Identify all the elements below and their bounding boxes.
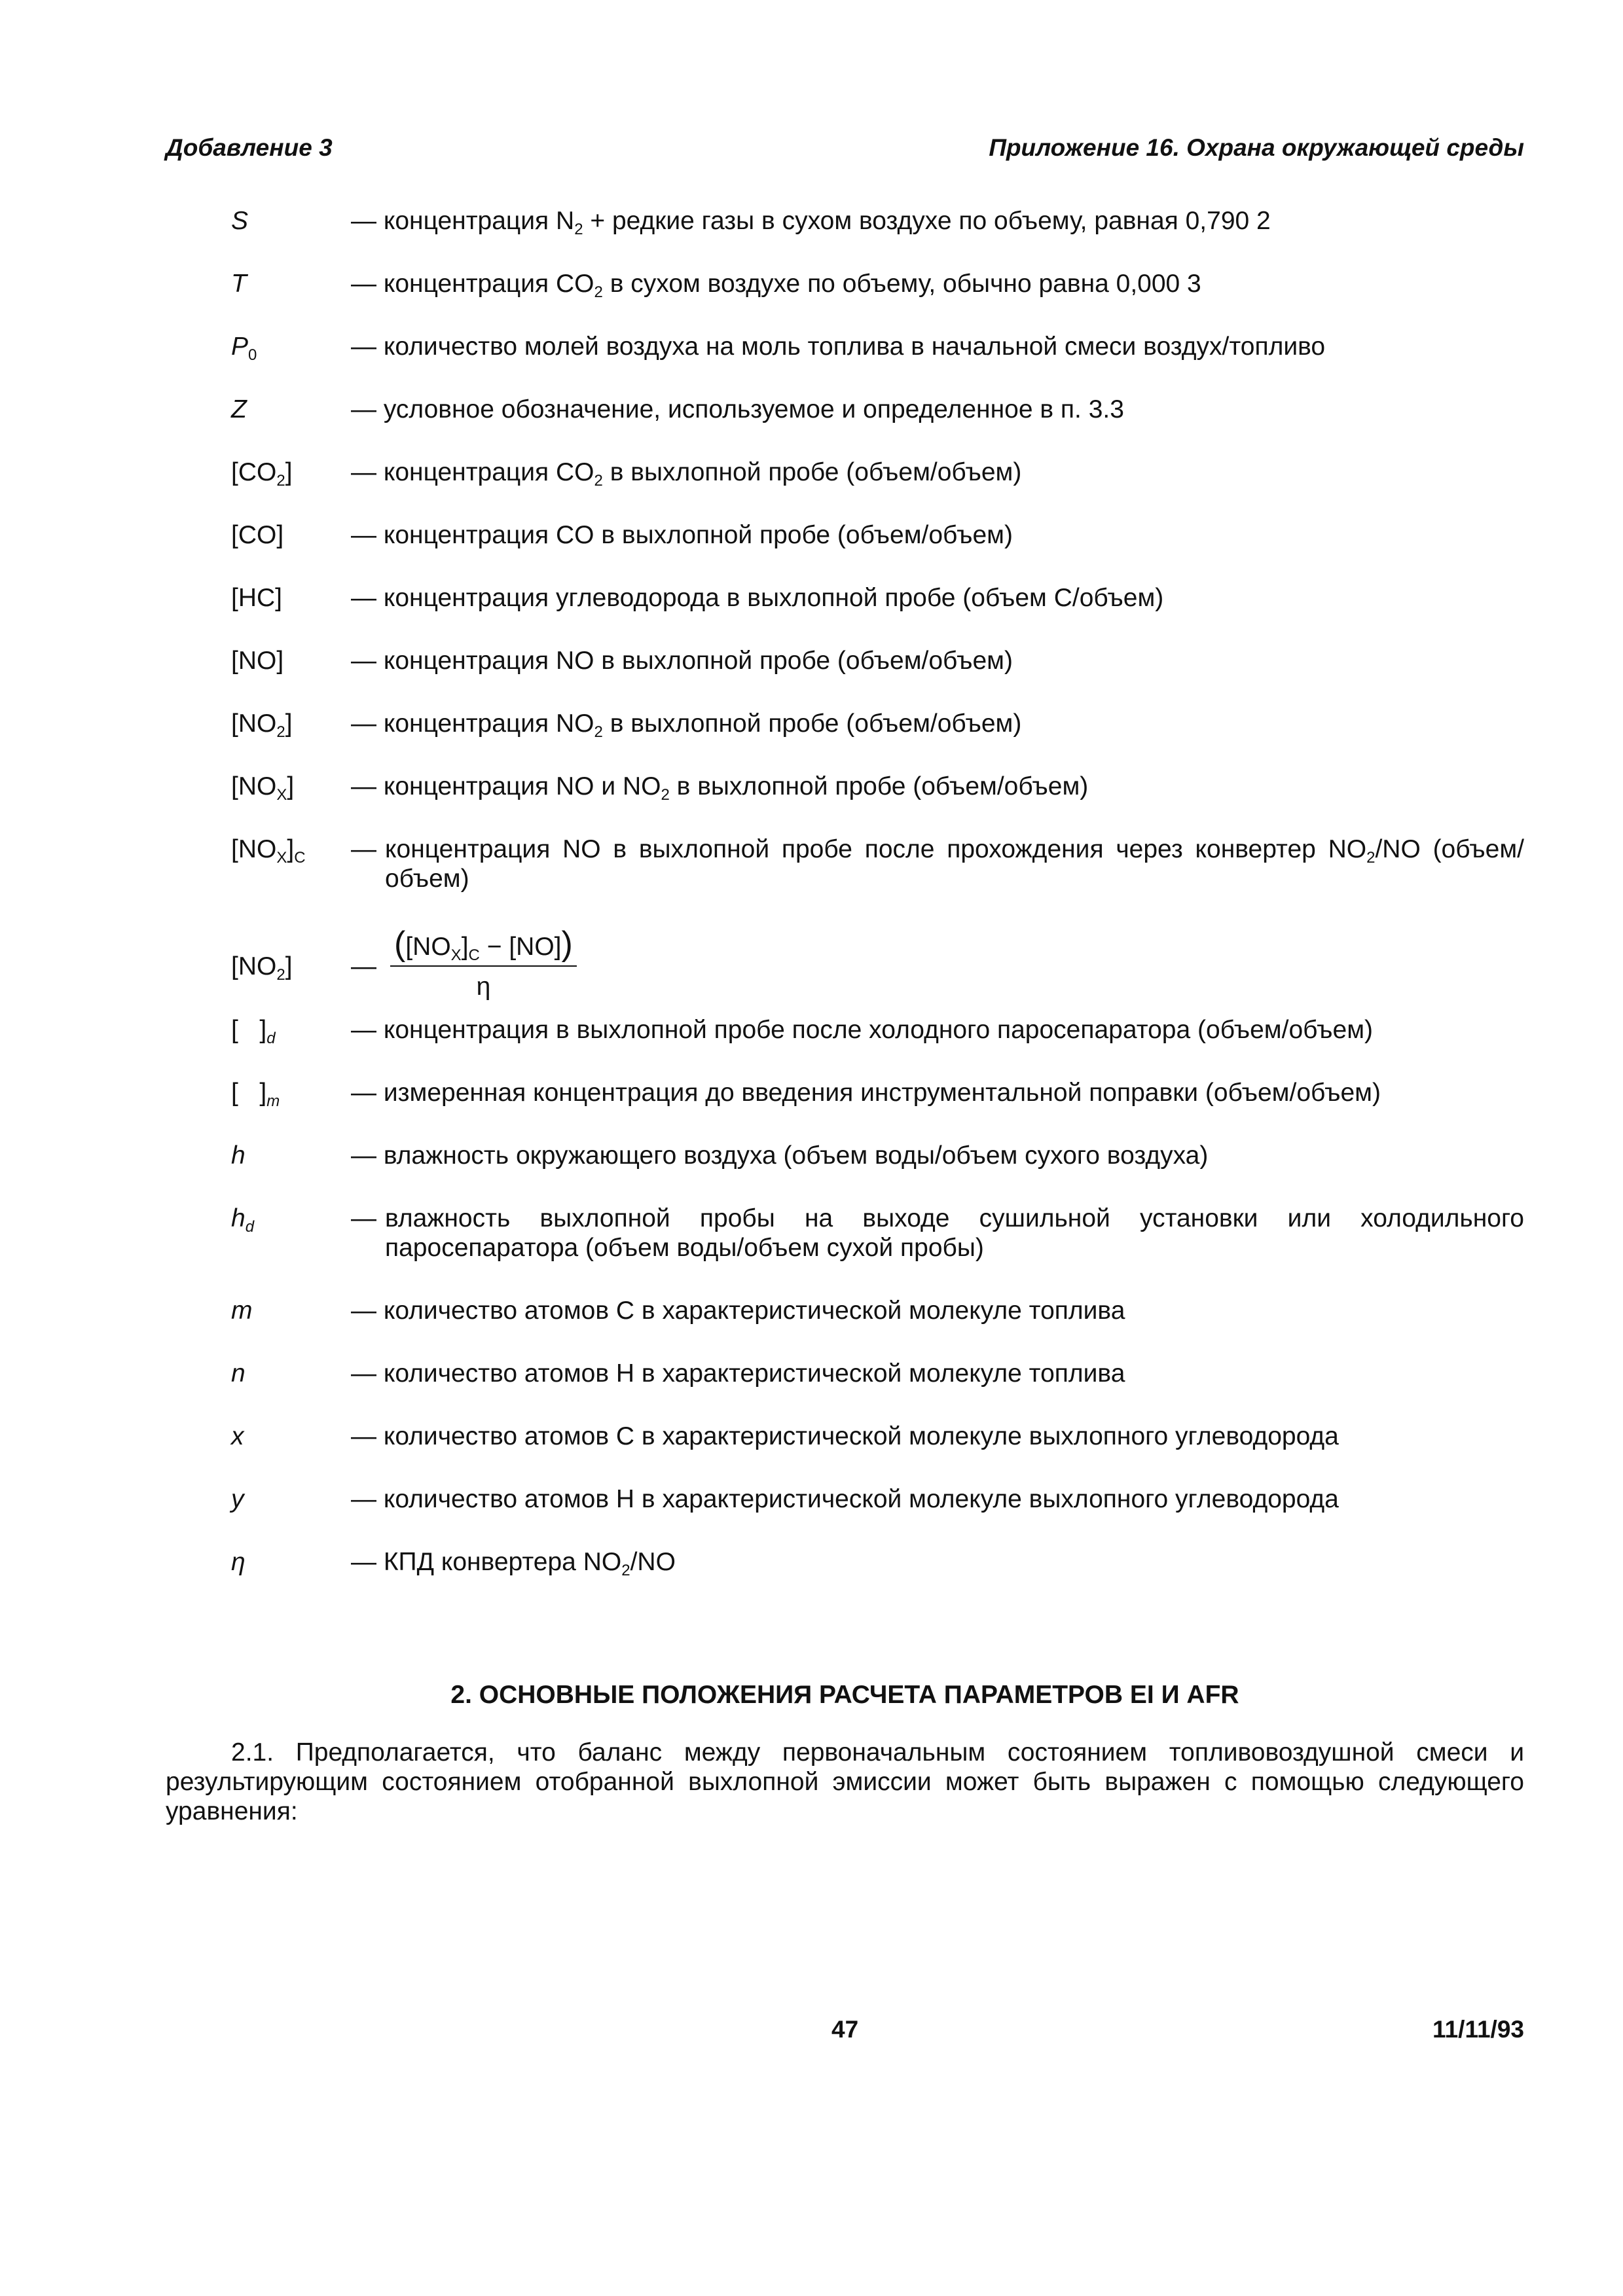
page-number: 47 [831,2016,859,2043]
symbol: m [231,1297,253,1325]
description: — количество атомов H в характеристической молекуле выхлопного углеводорода [351,1485,1339,1513]
description: — концентрация NO и $NO_2$ в выхлопной пробе (объем/объем) [351,772,1089,804]
description: — концентрация NO в выхлопной пробе (объем/объем) [351,647,1013,675]
definition-NOX [231,772,1524,834]
description: — количество атомов H в характеристической молекуле топлива [351,1359,1125,1388]
definition-NO2-equation [231,917,1524,1015]
definition-d [231,1015,1524,1078]
description: — влажность окружающего воздуха (объем воды/объем сухого воздуха) [351,1141,1209,1170]
definition-Z [231,395,1524,457]
description: — концентрация углеводорода в выхлопной пробе (объем C/объем) [351,584,1164,612]
symbol: Z [231,395,247,423]
symbol: $[NO_X]$ [231,772,295,804]
running-header-right: Приложение 16. Охрана окружающей среды [989,134,1524,161]
definition-NO [231,646,1524,709]
section-heading: 2. ОСНОВНЫЕ ПОЛОЖЕНИЯ РАСЧЕТА ПАРАМЕТРОВ EI И AFR [450,1681,1239,1709]
symbol: $P_0$ [231,332,257,364]
description: — концентрация в выхлопной пробе после холодного паросепаратора (объем/объем) [351,1016,1374,1044]
description: — концентрация $NO_2$ в выхлопной пробе (объем/объем) [351,709,1022,741]
symbol: y [231,1485,244,1513]
definition-y [231,1484,1524,1547]
definition-NO2 [231,709,1524,772]
description: — измеренная концентрация до введения инструментальной поправки (объем/объем) [351,1079,1381,1107]
definition-m-subscript [231,1078,1524,1141]
definition-HC [231,583,1524,646]
description: — количество атомов C в характеристической молекуле выхлопного углеводорода [351,1422,1339,1450]
definition-CO [231,520,1524,583]
definition-CO2 [231,457,1524,520]
description: — условное обозначение, используемое и определенное в п. 3.3 [351,395,1124,423]
symbol: h [231,1141,246,1170]
fraction [390,925,577,1001]
symbol: T [231,270,247,298]
description: — концентрация CO в выхлопной пробе (объем/объем) [351,521,1013,549]
symbol: [ ]$_m$ [231,1079,280,1110]
description: — концентрация $CO_2$ в выхлопной пробе (объем/объем) [351,458,1022,490]
definition-hd [231,1204,1524,1296]
symbol: [HC] [231,584,282,612]
definition-NOX-C [231,834,1524,917]
definition-P0 [231,332,1524,395]
symbol: $[CO_2]$ [231,458,293,490]
definition-T [231,269,1524,332]
symbol: η [231,1548,246,1576]
definition-S [231,206,1524,269]
description: — $\frac{([NO_X]_C - [NO])}{\eta}$ [351,931,1524,1001]
symbol: [NO] [231,647,284,675]
symbol: $[NO_X]_C$ [231,835,306,867]
description: — количество атомов C в характеристической молекуле топлива [351,1297,1125,1325]
definition-eta [231,1547,1524,1610]
paragraph-2-1: 2.1. Предполагается, что баланс между первоначальным состоянием топливовоздушной смеси и результирующим состоянием отобранной выхлопной эмиссии может быть выражен с помощью следующего уравнения: [166,1738,1524,1825]
fraction-denominator: η [476,973,491,1001]
description: — количество молей воздуха на моль топлива в начальной смеси воздух/топливо [351,332,1326,361]
symbol: $[NO_2]$ [231,709,293,741]
definition-x [231,1422,1524,1484]
symbol: x [231,1422,244,1450]
description: — концентрация NO в выхлопной пробе после прохождения через конвертер $NO_2/NO$ (объем/объем) [351,835,1524,893]
definition-m [231,1296,1524,1359]
description: — концентрация $N_2$ + редкие газы в сухом воздухе по объему, равная 0,790 2 [351,207,1271,238]
symbol: $h_d$ [231,1204,255,1236]
definition-h [231,1141,1524,1204]
definitions-list [231,206,1524,1610]
symbol: [CO] [231,521,284,549]
symbol: [ ]$_d$ [231,1016,276,1047]
description: — КПД конвертера $NO_2/NO$ [351,1548,676,1579]
symbol: S [231,207,249,235]
fraction-numerator: $([NO_X]_C - [NO])$ [390,931,577,967]
symbol: n [231,1359,246,1388]
definition-n [231,1359,1524,1422]
running-header-left: Добавление 3 [166,134,333,161]
description: — концентрация $CO_2$ в сухом воздухе по объему, обычно равна 0,000 3 [351,270,1201,301]
description: — влажность выхлопной пробы на выходе сушильной установки или холодильного паросепаратора (объем воды/объем сухой пробы) [351,1204,1524,1262]
footer-date: 11/11/93 [1432,2016,1524,2043]
symbol: $[NO_2]$ [231,952,293,984]
